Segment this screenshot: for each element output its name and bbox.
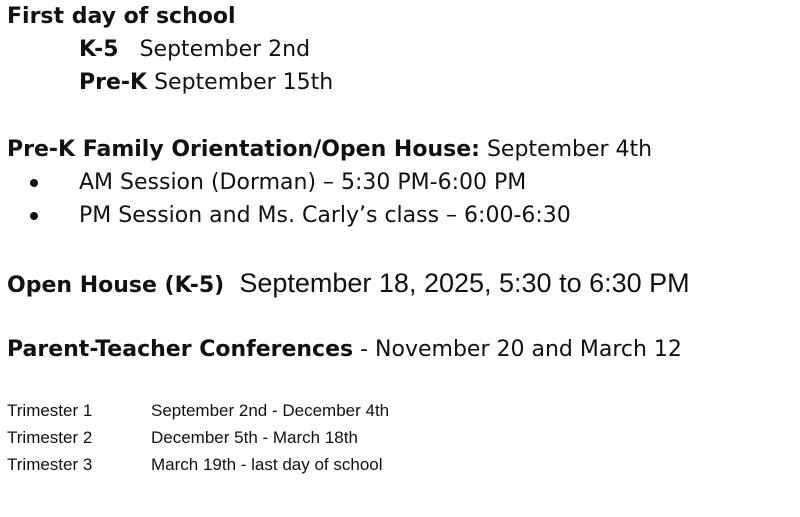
trimester-row <box>0 456 800 476</box>
open-house-detail: September 18, 2025, 5:30 to 6:30 PM <box>239 268 690 298</box>
first-day-item-label: Pre-K <box>79 70 148 95</box>
conferences-detail: - November 20 and March 12 <box>360 337 682 362</box>
conferences-line <box>7 339 682 361</box>
orientation-bullet-pm: PM Session and Ms. Carly’s class – 6:00-6:30 <box>79 203 571 228</box>
orientation-line <box>7 139 652 161</box>
first-day-item-prek <box>79 72 333 94</box>
trimester-name: Trimester 1 <box>7 401 93 420</box>
conferences-heading: Parent-Teacher Conferences <box>7 337 354 362</box>
trimester-dates: September 2nd - December 4th <box>151 401 390 420</box>
trimester-name: Trimester 3 <box>7 455 93 474</box>
trimester-name: Trimester 2 <box>7 428 93 447</box>
bullet-icon <box>30 212 38 220</box>
first-day-item-date: September 15th <box>154 70 334 95</box>
open-house-line <box>7 270 690 297</box>
trimester-row <box>0 402 800 422</box>
trimester-row <box>0 429 800 449</box>
trimester-dates: December 5th - March 18th <box>151 428 358 447</box>
open-house-heading: Open House (K-5) <box>7 273 225 298</box>
trimester-dates: March 19th - last day of school <box>151 455 383 474</box>
first-day-item-date: September 2nd <box>139 37 311 62</box>
orientation-bullet-am: AM Session (Dorman) – 5:30 PM-6:00 PM <box>79 170 527 195</box>
orientation-date: September 4th <box>486 137 653 162</box>
first-day-item-k5 <box>79 39 310 61</box>
orientation-heading: Pre-K Family Orientation/Open House: <box>7 137 480 162</box>
bullet-icon <box>30 179 38 187</box>
first-day-item-label: K-5 <box>79 37 119 62</box>
first-day-heading: First day of school <box>7 4 236 29</box>
